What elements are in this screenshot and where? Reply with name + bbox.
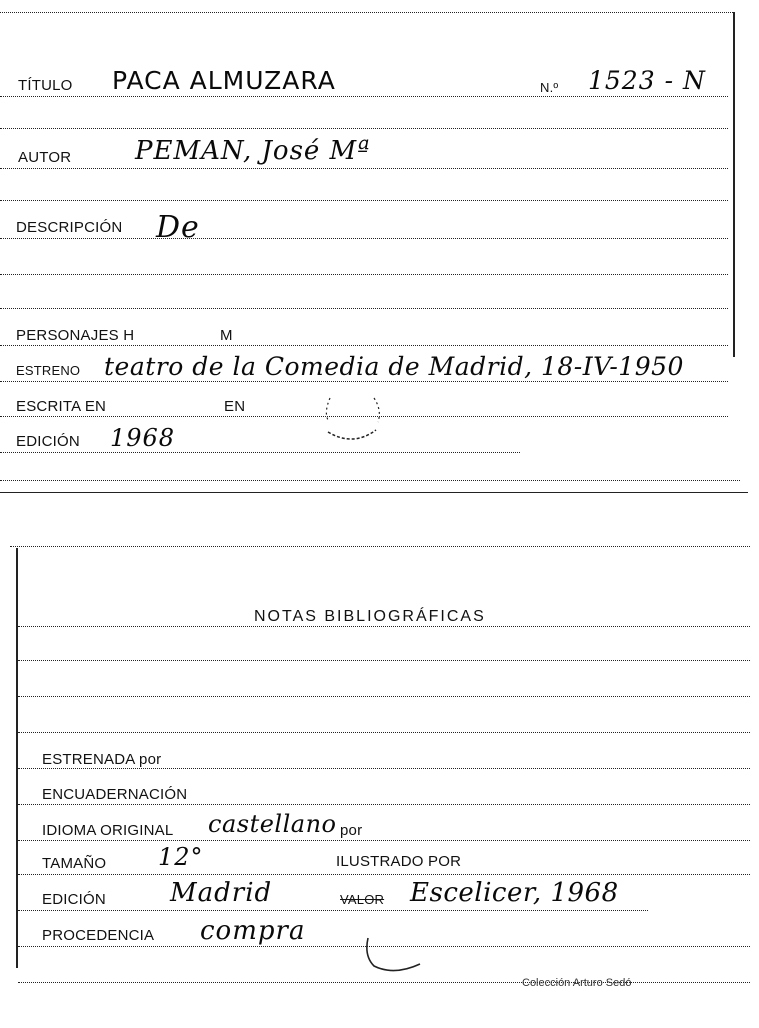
personajes-m-label: M [220, 327, 233, 344]
rule [18, 982, 750, 983]
edicion-value: 1968 [110, 424, 176, 452]
descripcion-value: De [156, 210, 200, 245]
ilustrado-label: ILUSTRADO POR [336, 853, 462, 870]
idioma-label: IDIOMA ORIGINAL [42, 822, 174, 839]
escrita-en-label: EN [224, 398, 246, 415]
escrita-label: ESCRITA EN [16, 398, 107, 415]
punch-hole-mark [318, 392, 388, 444]
titulo-label: TÍTULO [18, 77, 73, 94]
estrenada-label: ESTRENADA por [42, 751, 162, 768]
card-bottom-dotted-edge [0, 480, 740, 481]
rule [0, 168, 728, 169]
rule [0, 200, 728, 201]
rule [0, 128, 728, 129]
rule [0, 381, 728, 382]
collection-stamp: Colección Arturo Sedó [522, 977, 632, 989]
procedencia-label: PROCEDENCIA [42, 927, 155, 944]
notas-title: NOTAS BIBLIOGRÁFICAS [254, 608, 486, 625]
autor-value: PEMAN, José Mª [135, 136, 371, 166]
card-top-edge [0, 12, 735, 13]
card-right-edge [733, 12, 735, 357]
rule [18, 874, 750, 875]
idioma-value: castellano [208, 810, 337, 838]
rule [18, 696, 750, 697]
rule [18, 840, 750, 841]
rule [18, 732, 750, 733]
edicion-label: EDICIÓN [16, 433, 80, 450]
estreno-label: ESTRENO [16, 363, 81, 378]
card-top-edge [10, 546, 750, 547]
procedencia-value: compra [200, 916, 306, 946]
rule [0, 452, 520, 453]
card-left-edge [16, 548, 18, 968]
valor-value: Escelicer, 1968 [410, 878, 619, 908]
card-bottom-edge [0, 492, 748, 493]
edicion-label: EDICIÓN [42, 891, 106, 908]
rule [18, 804, 750, 805]
rule [0, 96, 728, 97]
tamano-value: 12° [158, 843, 204, 871]
personajes-label: PERSONAJES H [16, 327, 135, 344]
autor-label: AUTOR [18, 149, 72, 166]
rule [18, 626, 750, 627]
idioma-por-label: por [340, 822, 363, 839]
rule [18, 660, 750, 661]
descripcion-label: DESCRIPCIÓN [16, 219, 123, 236]
estreno-value: teatro de la Comedia de Madrid, 18-IV-1950 [104, 352, 684, 381]
punch-hole-mark [360, 932, 432, 976]
rule [18, 768, 750, 769]
rule [0, 308, 728, 309]
rule [0, 274, 728, 275]
tamano-label: TAMAÑO [42, 855, 107, 872]
rule [0, 345, 728, 346]
numero-label: N.º [540, 80, 559, 95]
encuadernacion-label: ENCUADERNACIÓN [42, 786, 188, 803]
titulo-value: PACA ALMUZARA [112, 66, 336, 95]
rule [18, 910, 648, 911]
numero-value: 1523 - N [588, 66, 706, 95]
valor-label: VALOR [340, 892, 385, 907]
edicion-value: Madrid [170, 878, 273, 908]
rule [0, 238, 728, 239]
